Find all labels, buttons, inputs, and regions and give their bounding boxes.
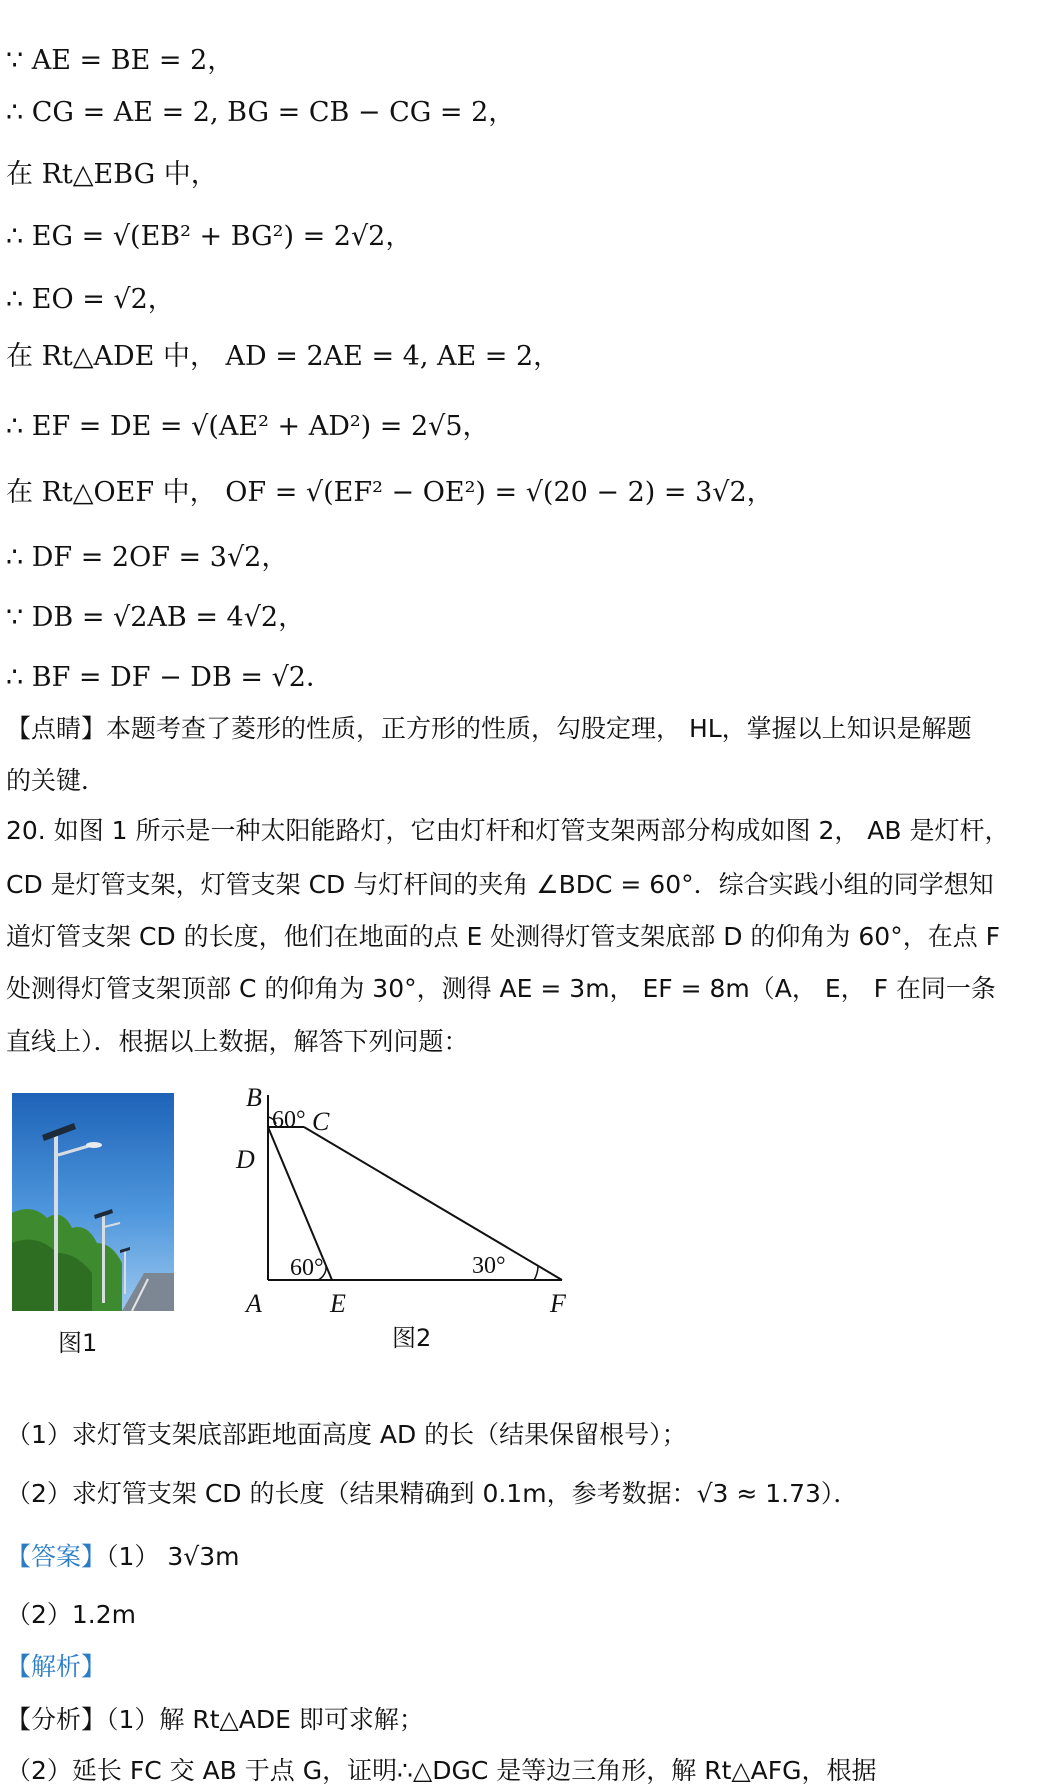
solution-line-1: ∵ AE = BE = 2， [6, 45, 235, 76]
analysis-heading: 【解析】 [6, 1652, 107, 1681]
question-line-1: 20. 如图 1 所示是一种太阳能路灯，它由灯杆和灯管支架两部分构成如图 2， AB 是灯杆， [6, 816, 1010, 845]
angle-e-label: 60° [290, 1255, 324, 1281]
point-f-label: F [550, 1289, 566, 1318]
analysis-text-1: （1）解 Rt△ADE 即可求解； [106, 1705, 424, 1734]
analysis-line-2: （2）延长 FC 交 AB 于点 G，证明∴△DGC 是等边三角形，解 Rt△AFG，根据 [6, 1756, 877, 1785]
comment-line-1: 【点睛】本题考查了菱形的性质，正方形的性质，勾股定理， HL，掌握以上知识是解题 [6, 714, 972, 743]
answer-part-1: （1） 3√3m [106, 1542, 240, 1571]
point-d-label: D [236, 1145, 255, 1174]
solution-line-3: 在 Rt△EBG 中， [6, 159, 218, 190]
subquestion-2: （2）求灯管支架 CD 的长度（结果精确到 0.1m，参考数据：√3 ≈ 1.73）． [6, 1479, 859, 1508]
solution-line-8: 在 Rt△OEF 中， OF = √(EF² − OE²) = √(20 − 2) = 3√2， [6, 477, 774, 508]
solution-line-4: ∴ EG = √(EB² + BG²) = 2√2， [6, 221, 413, 252]
answer-line-2: （2）1.2m [6, 1600, 137, 1629]
solution-line-10: ∵ DB = √2AB = 4√2， [6, 602, 306, 633]
answer-label: 【答案】 [6, 1542, 107, 1571]
solution-line-5: ∴ EO = √2， [6, 284, 175, 315]
angle-f-label: 30° [472, 1253, 506, 1279]
subquestion-1: （1）求灯管支架底部距地面高度 AD 的长（结果保留根号）； [6, 1420, 687, 1449]
analysis-line-1 [6, 1703, 424, 1737]
geometry-diagram [232, 1085, 592, 1329]
solution-line-6: 在 Rt△ADE 中， AD = 2AE = 4, AE = 2， [6, 341, 561, 372]
question-line-4: 处测得灯管支架顶部 C 的仰角为 30°，测得 AE = 3m， EF = 8m（A， E， F 在同一条 [6, 974, 996, 1003]
point-e-label: E [330, 1289, 346, 1318]
comment-line-2: 的关键． [6, 766, 107, 795]
point-a-label: A [246, 1289, 262, 1318]
question-line-5: 直线上）．根据以上数据，解答下列问题： [6, 1027, 469, 1056]
question-line-2: CD 是灯管支架，灯管支架 CD 与灯杆间的夹角 ∠BDC = 60°．综合实践小组的同学想知 [6, 870, 994, 899]
angle-bdc-label: 60° [272, 1107, 306, 1133]
question-line-3: 道灯管支架 CD 的长度，他们在地面的点 E 处测得灯管支架底部 D 的仰角为 60°，在点 F [6, 922, 1001, 951]
answer-line-1 [6, 1540, 239, 1574]
solution-line-9: ∴ DF = 2OF = 3√2， [6, 542, 289, 573]
point-b-label: B [246, 1083, 262, 1112]
solution-line-7: ∴ EF = DE = √(AE² + AD²) = 2√5， [6, 411, 490, 442]
analysis-label: 【分析】 [6, 1705, 107, 1734]
solution-line-2: ∴ CG = AE = 2, BG = CB − CG = 2， [6, 97, 516, 128]
point-c-label: C [312, 1107, 330, 1136]
figure-2-caption: 图2 [392, 1324, 432, 1352]
street-lamp-photo [12, 1093, 174, 1311]
figure-1-caption: 图1 [58, 1329, 98, 1357]
solution-line-11: ∴ BF = DF − DB = √2． [6, 662, 333, 693]
